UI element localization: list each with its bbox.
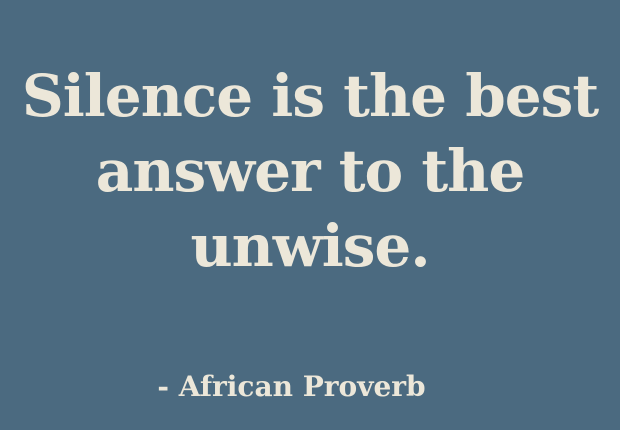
quote-line-3: unwise. <box>190 212 430 280</box>
quote-line-1: Silence is the best <box>21 62 599 130</box>
quote-line-2: answer to the <box>95 137 525 205</box>
quote-attribution: - African Proverb <box>157 370 426 403</box>
